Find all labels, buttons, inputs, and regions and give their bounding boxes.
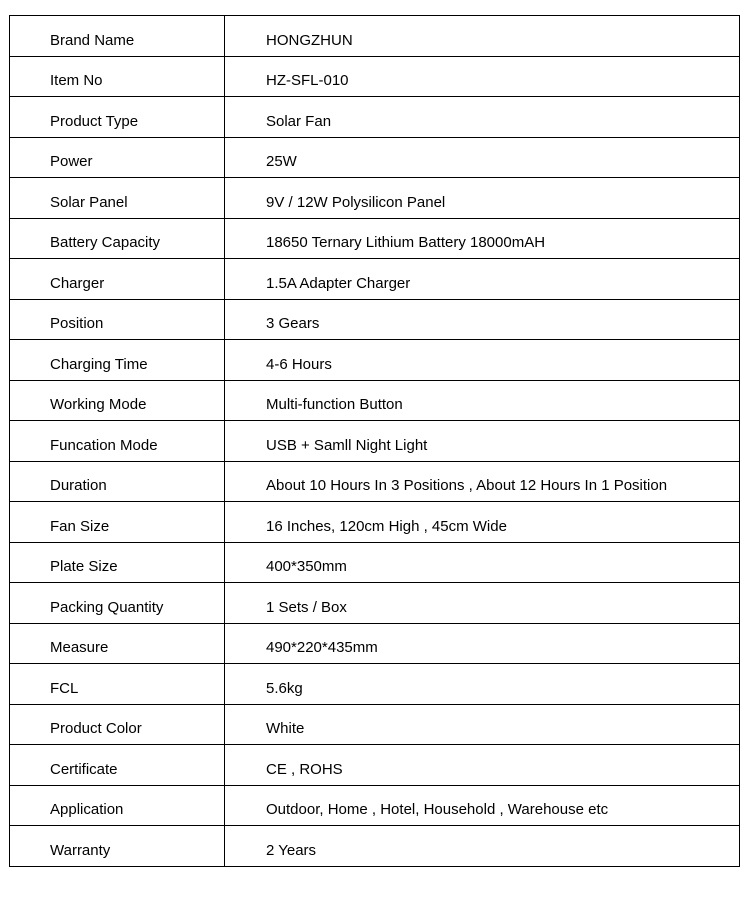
spec-label: Brand Name: [10, 16, 225, 57]
spec-value: 25W: [225, 137, 740, 178]
spec-label: Fan Size: [10, 502, 225, 543]
spec-value: 1 Sets / Box: [225, 583, 740, 624]
spec-value: 9V / 12W Polysilicon Panel: [225, 178, 740, 219]
table-row: [10, 826, 740, 867]
table-row: [10, 623, 740, 664]
table-row: [10, 421, 740, 462]
spec-value: 5.6kg: [225, 664, 740, 705]
spec-value: 2 Years: [225, 826, 740, 867]
spec-value: Outdoor, Home , Hotel, Household , Warehouse etc: [225, 785, 740, 826]
spec-label: Plate Size: [10, 542, 225, 583]
spec-value: 1.5A Adapter Charger: [225, 259, 740, 300]
spec-label: Duration: [10, 461, 225, 502]
spec-value: 490*220*435mm: [225, 623, 740, 664]
spec-label: Working Mode: [10, 380, 225, 421]
table-row: [10, 785, 740, 826]
table-row: [10, 97, 740, 138]
spec-table: [9, 15, 740, 867]
table-row: [10, 16, 740, 57]
table-row: [10, 137, 740, 178]
spec-label: Charger: [10, 259, 225, 300]
table-row: [10, 56, 740, 97]
spec-label: Funcation Mode: [10, 421, 225, 462]
spec-value: 400*350mm: [225, 542, 740, 583]
spec-table-body: [10, 16, 740, 867]
spec-label: Packing Quantity: [10, 583, 225, 624]
spec-value: 18650 Ternary Lithium Battery 18000mAH: [225, 218, 740, 259]
spec-label: Warranty: [10, 826, 225, 867]
spec-label: Position: [10, 299, 225, 340]
spec-value: USB + Samll Night Light: [225, 421, 740, 462]
table-row: [10, 745, 740, 786]
spec-label: Battery Capacity: [10, 218, 225, 259]
spec-label: Certificate: [10, 745, 225, 786]
table-row: [10, 380, 740, 421]
spec-label: Measure: [10, 623, 225, 664]
spec-value: HZ-SFL-010: [225, 56, 740, 97]
table-row: [10, 502, 740, 543]
spec-value: HONGZHUN: [225, 16, 740, 57]
spec-value: Multi-function Button: [225, 380, 740, 421]
spec-value: 16 Inches, 120cm High , 45cm Wide: [225, 502, 740, 543]
spec-value: 3 Gears: [225, 299, 740, 340]
spec-value: CE , ROHS: [225, 745, 740, 786]
table-row: [10, 461, 740, 502]
spec-label: Item No: [10, 56, 225, 97]
spec-value: White: [225, 704, 740, 745]
spec-label: Solar Panel: [10, 178, 225, 219]
table-row: [10, 218, 740, 259]
spec-label: Power: [10, 137, 225, 178]
spec-label: Product Type: [10, 97, 225, 138]
spec-label: Charging Time: [10, 340, 225, 381]
spec-value: About 10 Hours In 3 Positions , About 12 Hours In 1 Position: [225, 461, 740, 502]
table-row: [10, 704, 740, 745]
table-row: [10, 664, 740, 705]
spec-label: Application: [10, 785, 225, 826]
table-row: [10, 178, 740, 219]
table-row: [10, 299, 740, 340]
table-row: [10, 340, 740, 381]
spec-label: FCL: [10, 664, 225, 705]
spec-value: Solar Fan: [225, 97, 740, 138]
table-row: [10, 259, 740, 300]
spec-value: 4-6 Hours: [225, 340, 740, 381]
table-row: [10, 583, 740, 624]
table-row: [10, 542, 740, 583]
spec-label: Product Color: [10, 704, 225, 745]
